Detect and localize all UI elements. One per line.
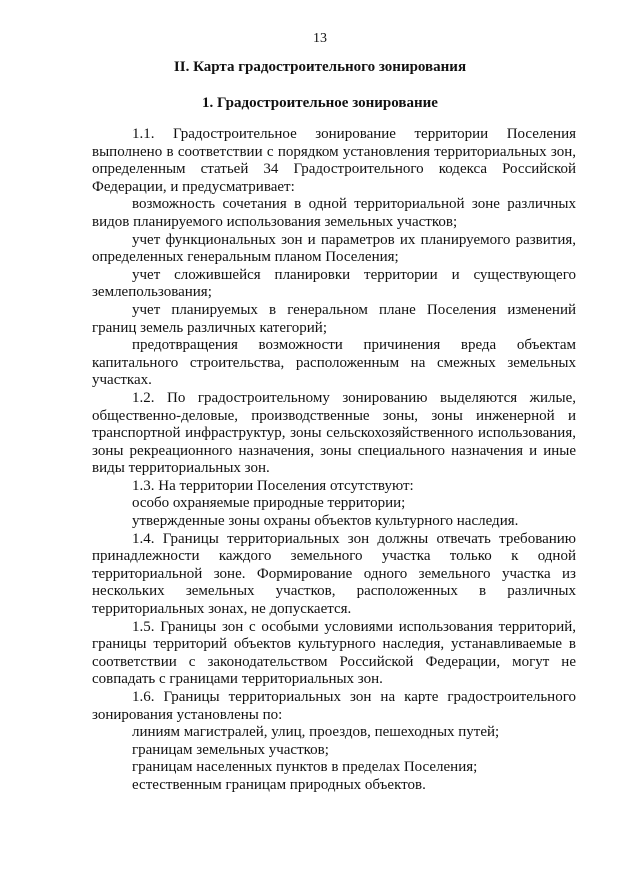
subsection-title: 1. Градостроительное зонирование (202, 95, 438, 111)
paragraph-1-5: 1.5. Границы зон с особыми условиями использования территорий, границы территорий объектов культурного наследия, устанавливаемые в соответствии с законодательством Российской Федерации, могут не совпадать с границами территориальных зон. (92, 618, 576, 688)
paragraph-1-6: 1.6. Границы территориальных зон на карте градостроительного зонирования установлены по: (92, 689, 576, 723)
list-item: предотвращения возможности причинения вреда объектам капитального строительства, расположенным на смежных земельных участках. (92, 337, 576, 389)
list-item: границам земельных участков; (132, 741, 329, 758)
list-item: утвержденные зоны охраны объектов культурного наследия. (132, 513, 519, 530)
list-item: учет функциональных зон и параметров их планируемого развития, определенных генеральным планом Поселения; (92, 231, 576, 266)
list-item: естественным границам природных объектов. (132, 776, 426, 793)
list-item: особо охраняемые природные территории; (132, 495, 406, 512)
list-item: границам населенных пунктов в пределах Поселения; (132, 759, 478, 776)
document-body (92, 126, 576, 795)
page-number: 13 (313, 31, 327, 46)
list-item: учет сложившейся планировки территории и существующего землепользования; (92, 266, 576, 301)
paragraph-1-1: 1.1. Градостроительное зонирование территории Поселения выполнено в соответствии с порядком установления территориальных зон, определенным статьей 34 Градостроительного кодекса Российской Федерации, и предусматривает: (92, 126, 576, 195)
list-item: возможность сочетания в одной территориальной зоне различных видов планируемого использования земельных участков; (92, 196, 576, 230)
paragraph-1-2: 1.2. По градостроительному зонированию выделяются жилые, общественно-деловые, производственные зоны, зоны инженерной и транспортной инфраструктур, зоны сельскохозяйственного использования, зоны рекреационного назначения, зоны специального назначения и иные виды территориальных зон. (92, 389, 576, 477)
list-item: учет планируемых в генеральном плане Поселения изменений границ земель различных категорий; (92, 301, 576, 336)
list-item: линиям магистралей, улиц, проездов, пешеходных путей; (132, 724, 500, 741)
section-title: II. Карта градостроительного зонирования (173, 59, 467, 75)
paragraph-1-4: 1.4. Границы территориальных зон должны отвечать требованию принадлежности каждого земельного участка только к одной территориальной зоне. Формирование одного земельного участка из нескольких земельных участков, расположенных в различных территориальных зонах, не допускается. (92, 530, 576, 618)
paragraph-1-3: 1.3. На территории Поселения отсутствуют: (132, 477, 414, 494)
